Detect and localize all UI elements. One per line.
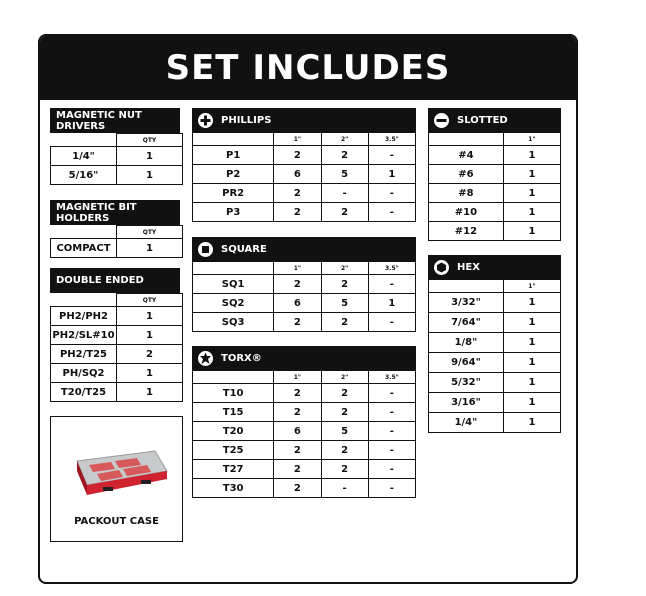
- item-qty-cell: 1: [117, 307, 183, 326]
- table-row: [51, 383, 183, 402]
- bit-qty-cell: 2: [321, 441, 368, 460]
- qty-column-header: QTY: [117, 134, 183, 147]
- table-row: [51, 307, 183, 326]
- table-row: [429, 222, 561, 241]
- bit-qty-cell: 1: [503, 165, 560, 184]
- subheader-blank-cell: [51, 294, 117, 307]
- table-subheader-row: [51, 134, 183, 147]
- table-row: [51, 364, 183, 383]
- slotted-title: SLOTTED: [457, 114, 508, 126]
- bit-size-cell: T30: [193, 479, 274, 498]
- table-row: [193, 146, 416, 165]
- torx-icon: [198, 351, 213, 366]
- length-column-header: 1": [503, 280, 560, 293]
- set-includes-card: [38, 34, 578, 584]
- item-size-cell: PH2/SL#10: [51, 326, 117, 345]
- bit-size-cell: T25: [193, 441, 274, 460]
- bit-size-cell: #4: [429, 146, 504, 165]
- table-subheader-row: [429, 280, 561, 293]
- bit-qty-cell: 2: [274, 184, 321, 203]
- bit-size-cell: T27: [193, 460, 274, 479]
- torx-section: [192, 346, 416, 498]
- item-size-cell: T20/T25: [51, 383, 117, 402]
- hex-section: [428, 255, 561, 433]
- table-row: [51, 239, 183, 258]
- bit-size-cell: 7/64": [429, 313, 504, 333]
- packout-case-label: PACKOUT CASE: [74, 516, 159, 527]
- bit-qty-cell: 2: [274, 384, 321, 403]
- bit-qty-cell: 1: [503, 222, 560, 241]
- bit-qty-cell: 2: [274, 403, 321, 422]
- table-row: [429, 184, 561, 203]
- table-row: [193, 203, 416, 222]
- item-size-cell: COMPACT: [51, 239, 117, 258]
- slotted-header: [428, 108, 561, 132]
- item-size-cell: 5/16": [51, 166, 117, 185]
- double-ended-section: [50, 268, 183, 402]
- item-qty-cell: 1: [117, 166, 183, 185]
- bit-size-cell: P1: [193, 146, 274, 165]
- item-size-cell: PH2/PH2: [51, 307, 117, 326]
- bit-qty-cell: 1: [503, 393, 560, 413]
- bit-size-cell: P2: [193, 165, 274, 184]
- bit-qty-cell: 1: [503, 353, 560, 373]
- bit-qty-cell: 1: [503, 146, 560, 165]
- hex-table: [428, 279, 561, 433]
- bit-qty-cell: -: [368, 203, 415, 222]
- item-qty-cell: 2: [117, 345, 183, 364]
- bit-qty-cell: 2: [274, 313, 321, 332]
- bit-qty-cell: 2: [274, 275, 321, 294]
- bit-qty-cell: 2: [274, 479, 321, 498]
- magnetic-nut-drivers-header: MAGNETIC NUT DRIVERS: [50, 108, 180, 133]
- item-qty-cell: 1: [117, 383, 183, 402]
- bit-qty-cell: -: [368, 275, 415, 294]
- table-row: [193, 313, 416, 332]
- bit-size-cell: 3/16": [429, 393, 504, 413]
- bit-qty-cell: 2: [321, 460, 368, 479]
- subheader-blank-cell: [51, 226, 117, 239]
- table-row: [429, 413, 561, 433]
- bit-qty-cell: 2: [321, 275, 368, 294]
- bit-qty-cell: 1: [503, 373, 560, 393]
- hex-icon: [434, 260, 449, 275]
- subheader-blank-cell: [429, 280, 504, 293]
- bit-qty-cell: 2: [274, 203, 321, 222]
- table-row: [429, 165, 561, 184]
- table-row: [193, 403, 416, 422]
- table-subheader-row: [51, 294, 183, 307]
- phillips-section: [192, 108, 416, 222]
- hex-header: [428, 255, 561, 279]
- subheader-blank-cell: [193, 133, 274, 146]
- bit-size-cell: #8: [429, 184, 504, 203]
- bit-qty-cell: 1: [503, 333, 560, 353]
- bit-size-cell: T10: [193, 384, 274, 403]
- qty-column-header: QTY: [117, 226, 183, 239]
- length-column-header: 3.5": [368, 133, 415, 146]
- table-row: [193, 184, 416, 203]
- bit-qty-cell: 2: [321, 203, 368, 222]
- item-qty-cell: 1: [117, 239, 183, 258]
- table-row: [429, 353, 561, 373]
- bit-qty-cell: -: [368, 441, 415, 460]
- bit-size-cell: PR2: [193, 184, 274, 203]
- phillips-header: [192, 108, 416, 132]
- bit-qty-cell: 2: [274, 146, 321, 165]
- item-size-cell: PH/SQ2: [51, 364, 117, 383]
- table-row: [429, 393, 561, 413]
- qty-column-header: QTY: [117, 294, 183, 307]
- table-row: [193, 165, 416, 184]
- packout-case-panel: [50, 416, 183, 542]
- slotted-section: [428, 108, 561, 241]
- subheader-blank-cell: [429, 133, 504, 146]
- bit-size-cell: SQ1: [193, 275, 274, 294]
- bit-qty-cell: 6: [274, 422, 321, 441]
- bit-qty-cell: 2: [321, 384, 368, 403]
- bit-size-cell: 9/64": [429, 353, 504, 373]
- length-column-header: 3.5": [368, 262, 415, 275]
- item-qty-cell: 1: [117, 147, 183, 166]
- table-subheader-row: [193, 133, 416, 146]
- table-row: [429, 203, 561, 222]
- bit-qty-cell: -: [321, 184, 368, 203]
- bit-qty-cell: 2: [321, 403, 368, 422]
- square-table: [192, 261, 416, 332]
- magnetic-bit-holders-section: [50, 200, 183, 258]
- hex-title: HEX: [457, 261, 480, 273]
- torx-table: [192, 370, 416, 498]
- bit-size-cell: #6: [429, 165, 504, 184]
- table-row: [193, 460, 416, 479]
- table-subheader-row: [193, 371, 416, 384]
- item-qty-cell: 1: [117, 326, 183, 345]
- table-row: [51, 147, 183, 166]
- phillips-title: PHILLIPS: [221, 114, 272, 126]
- bit-size-cell: T15: [193, 403, 274, 422]
- bit-size-cell: SQ2: [193, 294, 274, 313]
- bit-qty-cell: -: [368, 184, 415, 203]
- square-header: [192, 237, 416, 261]
- bit-qty-cell: -: [368, 313, 415, 332]
- phillips-icon: [198, 113, 213, 128]
- length-column-header: 2": [321, 133, 368, 146]
- bit-qty-cell: 2: [274, 460, 321, 479]
- table-subheader-row: [429, 133, 561, 146]
- bit-qty-cell: 1: [503, 184, 560, 203]
- bit-qty-cell: 1: [503, 293, 560, 313]
- bit-qty-cell: 2: [321, 313, 368, 332]
- square-drive-icon: [198, 242, 213, 257]
- item-size-cell: 1/4": [51, 147, 117, 166]
- table-row: [193, 441, 416, 460]
- square-title: SQUARE: [221, 243, 267, 255]
- table-row: [51, 345, 183, 364]
- magnetic-nut-drivers-table: [50, 133, 183, 185]
- length-column-header: 3.5": [368, 371, 415, 384]
- square-section: [192, 237, 416, 332]
- subheader-blank-cell: [193, 371, 274, 384]
- bit-qty-cell: 1: [503, 203, 560, 222]
- bit-qty-cell: 6: [274, 294, 321, 313]
- magnetic-bit-holders-table: [50, 225, 183, 258]
- length-column-header: 1": [274, 133, 321, 146]
- magnetic-nut-drivers-section: [50, 108, 183, 185]
- bit-size-cell: #10: [429, 203, 504, 222]
- bit-qty-cell: 1: [368, 165, 415, 184]
- bit-qty-cell: 6: [274, 165, 321, 184]
- item-qty-cell: 1: [117, 364, 183, 383]
- bit-size-cell: P3: [193, 203, 274, 222]
- bit-qty-cell: -: [368, 403, 415, 422]
- length-column-header: 1": [503, 133, 560, 146]
- double-ended-table: [50, 293, 183, 402]
- page-title: SET INCLUDES: [40, 36, 576, 100]
- bit-qty-cell: -: [368, 146, 415, 165]
- table-row: [193, 294, 416, 313]
- table-row: [429, 313, 561, 333]
- table-row: [193, 275, 416, 294]
- table-row: [193, 422, 416, 441]
- length-column-header: 2": [321, 262, 368, 275]
- table-row: [429, 373, 561, 393]
- bit-size-cell: 5/32": [429, 373, 504, 393]
- subheader-blank-cell: [51, 134, 117, 147]
- slotted-table: [428, 132, 561, 241]
- table-row: [429, 333, 561, 353]
- bit-qty-cell: 2: [274, 441, 321, 460]
- packout-case-image: [63, 441, 173, 503]
- bit-qty-cell: 1: [368, 294, 415, 313]
- length-column-header: 1": [274, 262, 321, 275]
- table-subheader-row: [193, 262, 416, 275]
- table-row: [193, 479, 416, 498]
- torx-title: TORX®: [221, 352, 262, 364]
- table-row: [429, 293, 561, 313]
- length-column-header: 1": [274, 371, 321, 384]
- bit-qty-cell: -: [368, 384, 415, 403]
- bit-size-cell: 1/4": [429, 413, 504, 433]
- bit-size-cell: #12: [429, 222, 504, 241]
- double-ended-header: DOUBLE ENDED: [50, 268, 180, 293]
- length-column-header: 2": [321, 371, 368, 384]
- table-row: [429, 146, 561, 165]
- table-row: [51, 326, 183, 345]
- bit-qty-cell: 1: [503, 413, 560, 433]
- bit-size-cell: T20: [193, 422, 274, 441]
- bit-size-cell: SQ3: [193, 313, 274, 332]
- bit-qty-cell: 5: [321, 165, 368, 184]
- bit-qty-cell: 2: [321, 146, 368, 165]
- bit-qty-cell: 5: [321, 422, 368, 441]
- bit-qty-cell: 1: [503, 313, 560, 333]
- subheader-blank-cell: [193, 262, 274, 275]
- bit-size-cell: 3/32": [429, 293, 504, 313]
- slotted-icon: [434, 113, 449, 128]
- phillips-table: [192, 132, 416, 222]
- bit-qty-cell: -: [368, 422, 415, 441]
- bit-qty-cell: 5: [321, 294, 368, 313]
- item-size-cell: PH2/T25: [51, 345, 117, 364]
- table-row: [193, 384, 416, 403]
- table-row: [51, 166, 183, 185]
- bit-qty-cell: -: [321, 479, 368, 498]
- bit-qty-cell: -: [368, 479, 415, 498]
- torx-header: [192, 346, 416, 370]
- table-subheader-row: [51, 226, 183, 239]
- magnetic-bit-holders-header: MAGNETIC BIT HOLDERS: [50, 200, 180, 225]
- bit-size-cell: 1/8": [429, 333, 504, 353]
- bit-qty-cell: -: [368, 460, 415, 479]
